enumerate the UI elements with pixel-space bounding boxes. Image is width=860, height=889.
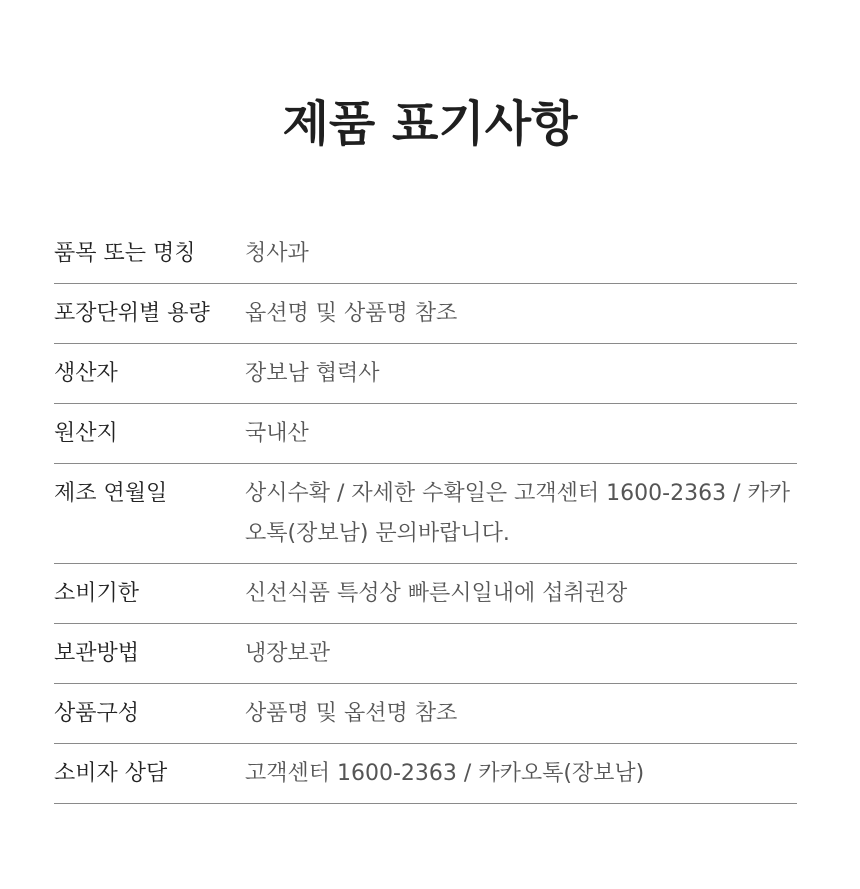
spec-value: 냉장보관 (245, 640, 331, 666)
spec-label: 상품구성 (54, 700, 140, 726)
spec-row-producer (54, 344, 797, 404)
spec-label: 소비자 상담 (54, 760, 168, 786)
spec-value: 신선식품 특성상 빠른시일내에 섭취권장 (245, 580, 628, 606)
spec-row-customer-service (54, 744, 797, 804)
spec-label: 생산자 (54, 360, 118, 386)
spec-row-package-capacity (54, 284, 797, 344)
spec-label: 원산지 (54, 420, 118, 446)
spec-row-expiry (54, 564, 797, 624)
spec-row-item-name (54, 224, 797, 284)
spec-value: 상품명 및 옵션명 참조 (245, 700, 458, 726)
spec-row-composition (54, 684, 797, 744)
spec-label: 제조 연월일 (54, 481, 168, 506)
spec-value: 옵션명 및 상품명 참조 (245, 300, 458, 326)
spec-row-storage (54, 624, 797, 684)
spec-label: 보관방법 (54, 640, 140, 666)
spec-value: 국내산 (245, 420, 309, 446)
spec-row-origin (54, 404, 797, 464)
spec-label: 품목 또는 명칭 (54, 240, 196, 266)
spec-value: 고객센터 1600-2363 / 카카오톡(장보남) (245, 760, 645, 786)
spec-value: 장보남 협력사 (245, 360, 380, 386)
spec-value: 청사과 (245, 240, 309, 266)
spec-row-manufacture-date (54, 464, 797, 564)
spec-label: 소비기한 (54, 580, 140, 606)
spec-value: 상시수확 / 자세한 수확일은 고객센터 1600-2363 / 카카오톡(장보남) 문의바랍니다. (245, 481, 790, 546)
page-title: 제품 표기사항 (282, 96, 578, 152)
spec-label: 포장단위별 용량 (54, 300, 210, 326)
product-spec-table (54, 224, 797, 804)
